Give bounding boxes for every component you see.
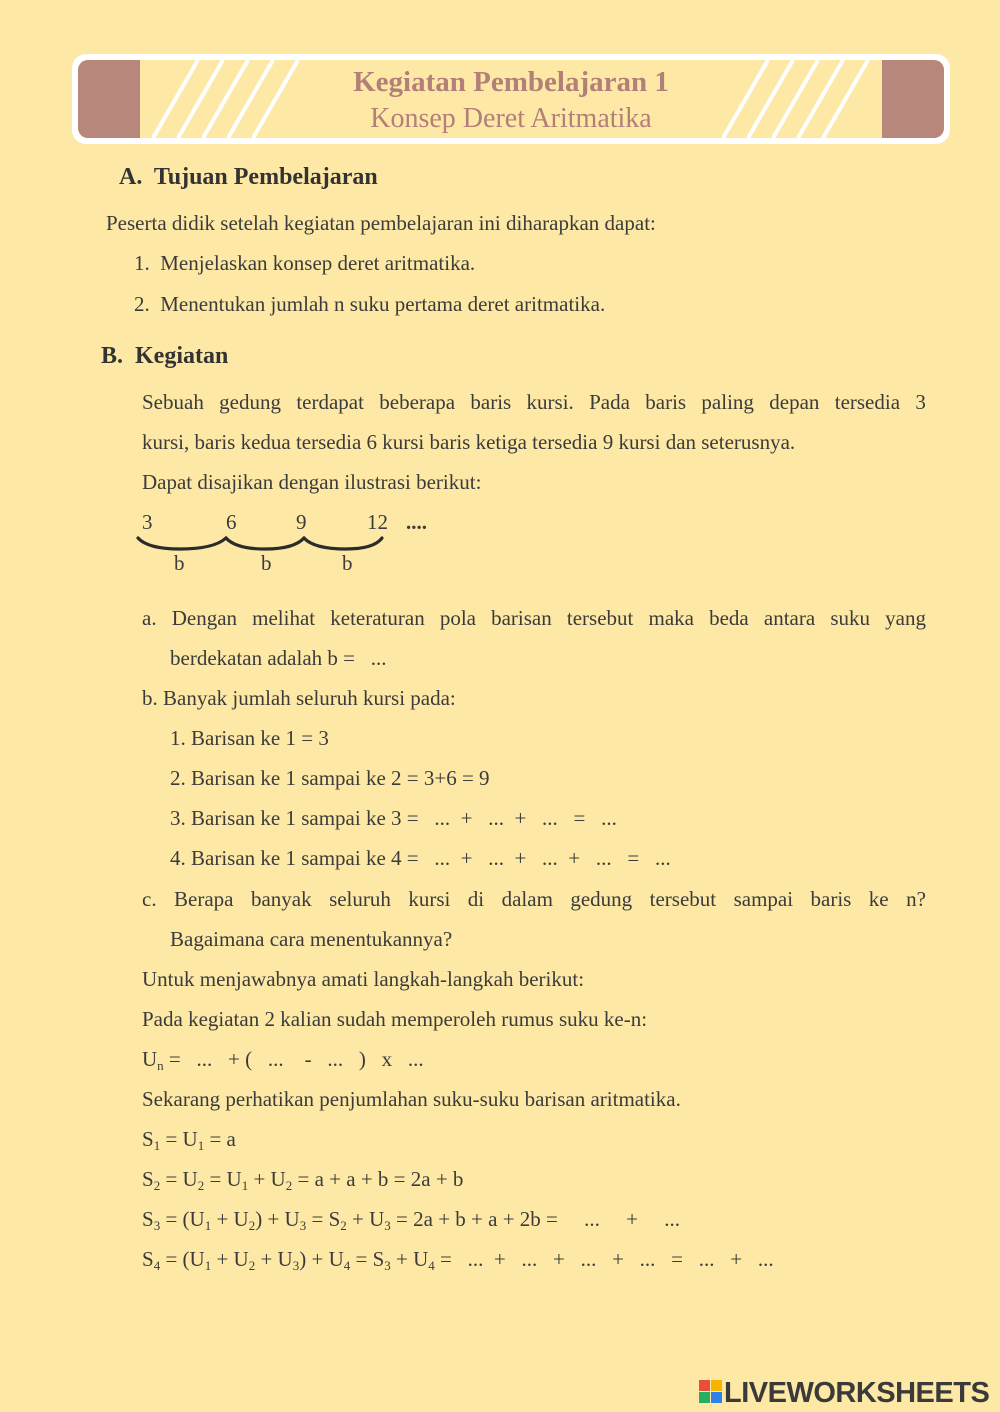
seq-term-4: 12 bbox=[367, 510, 388, 534]
scenario-line-1: Sebuah gedung terdapat beberapa baris kursi. Pada baris paling depan tersedia 3 bbox=[142, 390, 926, 414]
objectives-intro: Peserta didik setelah kegiatan pembelajaran ini diharapkan dapat: bbox=[106, 211, 656, 235]
question-b-intro: b. Banyak jumlah seluruh kursi pada: bbox=[142, 686, 456, 710]
seq-term-2: 6 bbox=[226, 510, 237, 534]
question-b-item-4: 4. Barisan ke 1 sampai ke 4 = ... + ... + ... + ... = ... bbox=[170, 846, 671, 870]
banner-title: Kegiatan Pembelajaran 1 bbox=[353, 66, 669, 98]
section-a-heading bbox=[119, 164, 378, 191]
liveworksheets-logo-icon bbox=[698, 1379, 724, 1405]
question-a-line-1: a. Dengan melihat keteraturan pola barisan tersebut maka beda antara suku yang bbox=[142, 606, 926, 630]
question-b-item-3: 3. Barisan ke 1 sampai ke 3 = ... + ... + ... = ... bbox=[170, 806, 617, 830]
objective-item-1: 1. Menjelaskan konsep deret aritmatika. bbox=[134, 251, 476, 275]
s3-formula: $S_3 = (U_1 + U_2) + U_3 = S_2 + U_3 = 2a + b + a + 2b$ = ... + ... bbox=[142, 1207, 680, 1233]
section-a-title: Tujuan Pembelajaran bbox=[153, 164, 378, 190]
section-b-title: Kegiatan bbox=[135, 343, 229, 369]
diff-label-3: b bbox=[342, 551, 353, 575]
diff-label-2: b bbox=[261, 551, 272, 575]
title-banner bbox=[72, 54, 950, 144]
diff-label-1: b bbox=[174, 551, 185, 575]
question-c-line-1: c. Berapa banyak seluruh kursi di dalam gedung tersebut sampai baris ke n? bbox=[142, 887, 926, 911]
question-c-line-2: Bagaimana cara menentukannya? bbox=[170, 927, 453, 951]
seq-term-1: 3 bbox=[142, 510, 153, 534]
sum-intro: Sekarang perhatikan penjumlahan suku-suku barisan aritmatika. bbox=[142, 1087, 681, 1111]
banner-subtitle: Konsep Deret Aritmatika bbox=[370, 103, 652, 134]
kegiatan-2-note: Pada kegiatan 2 kalian sudah memperoleh rumus suku ke-n: bbox=[142, 1007, 648, 1031]
question-b-item-1: 1. Barisan ke 1 = 3 bbox=[170, 726, 329, 750]
s4-formula: $S_4 = (U_1 + U_2 + U_3) + U_4 = S_3 + U_4$ = ... + ... + ... + ... = ... + ... bbox=[142, 1247, 774, 1273]
section-b-letter: B. bbox=[101, 343, 124, 369]
seq-term-3: 9 bbox=[296, 510, 307, 534]
question-a-line-2: berdekatan adalah b = ... bbox=[170, 646, 387, 670]
steps-intro: Untuk menjawabnya amati langkah-langkah berikut: bbox=[142, 967, 585, 991]
section-b-heading bbox=[101, 343, 228, 370]
objective-item-2: 2. Menentukan jumlah n suku pertama deret aritmatika. bbox=[134, 292, 606, 316]
section-a-letter: A. bbox=[119, 164, 143, 190]
un-formula: $U_n$ = ... + ( ... - ... ) x ... bbox=[142, 1047, 424, 1073]
liveworksheets-logo: LIVEWORKSHEETS bbox=[698, 1377, 989, 1410]
s1-formula: $S_1 = U_1 = a$ bbox=[142, 1127, 236, 1153]
illustration-intro: Dapat disajikan dengan ilustrasi berikut: bbox=[142, 470, 482, 494]
scenario-line-2: kursi, baris kedua tersedia 6 kursi baris ketiga tersedia 9 kursi dan seterusnya. bbox=[142, 430, 796, 454]
seq-ellipsis: .... bbox=[406, 510, 427, 534]
s2-formula: $S_2 = U_2 = U_1 + U_2 = a + a + b = 2a + b$ bbox=[142, 1167, 464, 1193]
question-b-item-2: 2. Barisan ke 1 sampai ke 2 = 3+6 = 9 bbox=[170, 766, 490, 790]
